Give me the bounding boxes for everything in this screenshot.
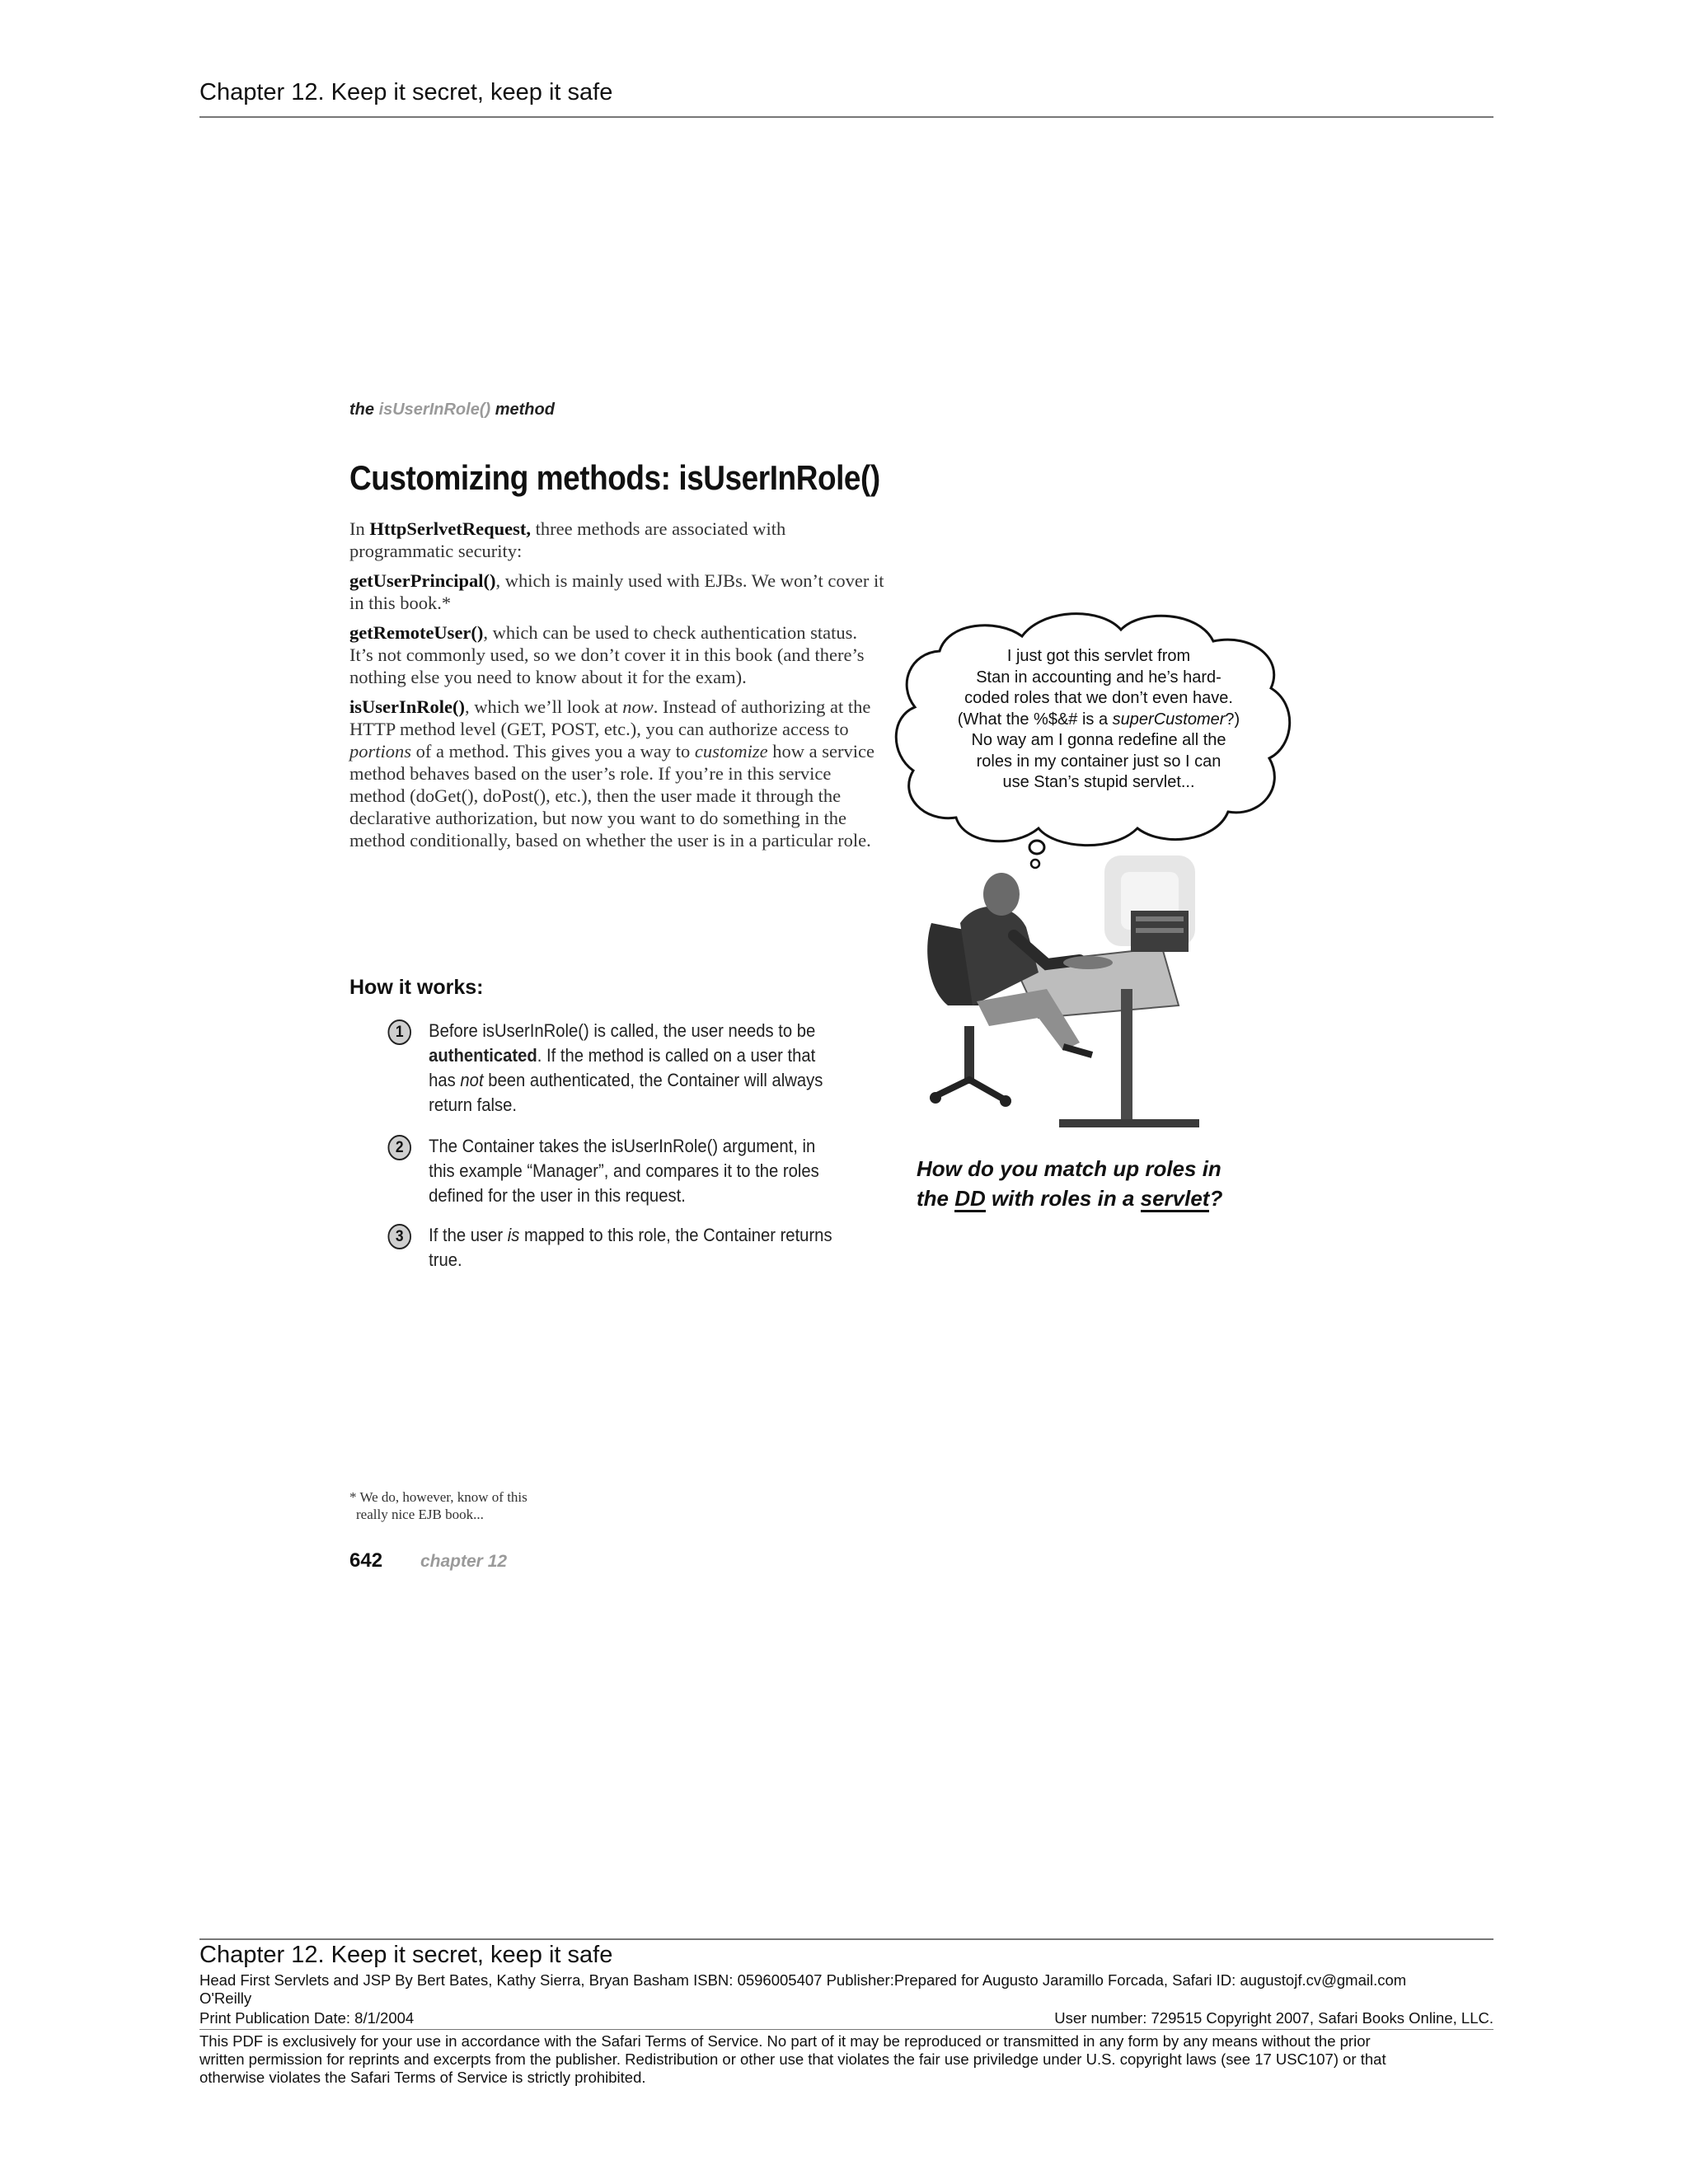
running-head-suffix: method: [495, 401, 555, 419]
footnote: * We do, however, know of this really nice EJB book...: [349, 1489, 528, 1522]
step-text: Before isUserInRole() is called, the user needs to be authenticated. If the method is called on a user that has not been authenticated, the Container will always return false.: [429, 1020, 823, 1115]
footer-chapter-title: Chapter 12. Keep it secret, keep it safe: [199, 1942, 613, 1968]
running-head-prefix: the: [349, 401, 374, 419]
man-at-desk-illustration-icon: [915, 849, 1220, 1137]
step-number-badge: 3: [387, 1224, 411, 1249]
footer-terms-1: This PDF is exclusively for your use in accordance with the Safari Terms of Service. No part of it may be reproduced or transmitted in any form by any means without the prior: [199, 2032, 1371, 2050]
page-number: 642: [349, 1549, 383, 1572]
step-2: [392, 1134, 832, 1208]
footer-publisher: O'Reilly: [199, 1990, 252, 2007]
footer-publication-row: [199, 2009, 1493, 2027]
step-text: The Container takes the isUserInRole() argument, in this example “Manager”, and compares it to the roles defined for the user in this request.: [429, 1136, 819, 1206]
footer-terms-2: written permission for reprints and excerpts from the publisher. Redistribution or other use that violates the fair use priviledge under U.S. copyright laws (see 17 USC107) or that: [199, 2050, 1386, 2068]
intro-paragraph-4: isUserInRole(), which we’ll look at now. Instead of authorizing at the HTTP method level (GET, POST, etc.), you can authorize access to portions of a method. This gives you a way to customize how a service method behaves based on the user’s role. If you’re in this service method (doGet(), doPost(), etc.), then the user made it through the declarative authorization, but now you want to do something in the method conditionally, based on whether the user is in a particular role.: [349, 696, 874, 851]
header-rule: [199, 116, 1493, 118]
step-number-badge: 2: [387, 1135, 411, 1160]
chapter-header: Chapter 12. Keep it secret, keep it safe: [199, 79, 613, 105]
footer-rule-bottom: [199, 2029, 1493, 2030]
intro-paragraph-2: getUserPrincipal(), which is mainly used with EJBs. We won’t cover it in this book.*: [349, 570, 884, 613]
footer-book-info: Head First Servlets and JSP By Bert Bates, Kathy Sierra, Bryan Basham ISBN: 0596005407 Publisher:Prepared for Augusto Jaramillo Forcada, Safari ID: augustojf.cv@gmail.com: [199, 1971, 1407, 1989]
how-it-works-heading: How it works:: [349, 976, 484, 999]
thought-bubble-text: I just got this servlet from Stan in accounting and he’s hard- coded roles that we don’t even have. (What the %$&# is a superCustomer?) No way am I gonna redefine all the roles in my container just so I can use Stan’s stupid servlet...: [957, 647, 1240, 791]
illustration-caption: How do you match up roles in the DD with roles in a servlet?: [917, 1156, 1223, 1211]
page-chapter-label: chapter 12: [420, 1552, 508, 1571]
intro-paragraph-1: In HttpSerlvetRequest, three methods are associated with programmatic security:: [349, 518, 786, 561]
step-text: If the user is mapped to this role, the Container returns true.: [429, 1225, 832, 1270]
step-1: [392, 1019, 832, 1118]
footer-publication-date: Print Publication Date: 8/1/2004: [199, 2009, 415, 2027]
footer-terms-3: otherwise violates the Safari Terms of Service is strictly prohibited.: [199, 2069, 646, 2086]
page-title: Customizing methods: isUserInRole(): [349, 458, 880, 497]
running-head-method: isUserInRole(): [378, 401, 491, 419]
footer-rule-top: [199, 1938, 1493, 1940]
intro-paragraph-3: getRemoteUser(), which can be used to check authentication status. It’s not commonly used, so we don’t cover it in this book (and there’s nothing else you need to know about it for the exam).: [349, 622, 865, 687]
running-head: [349, 401, 555, 419]
step-number-badge: 1: [387, 1019, 411, 1045]
step-3: [392, 1223, 832, 1272]
footer-copyright: User number: 729515 Copyright 2007, Safari Books Online, LLC.: [1054, 2009, 1493, 2027]
intro-text: [349, 518, 885, 859]
